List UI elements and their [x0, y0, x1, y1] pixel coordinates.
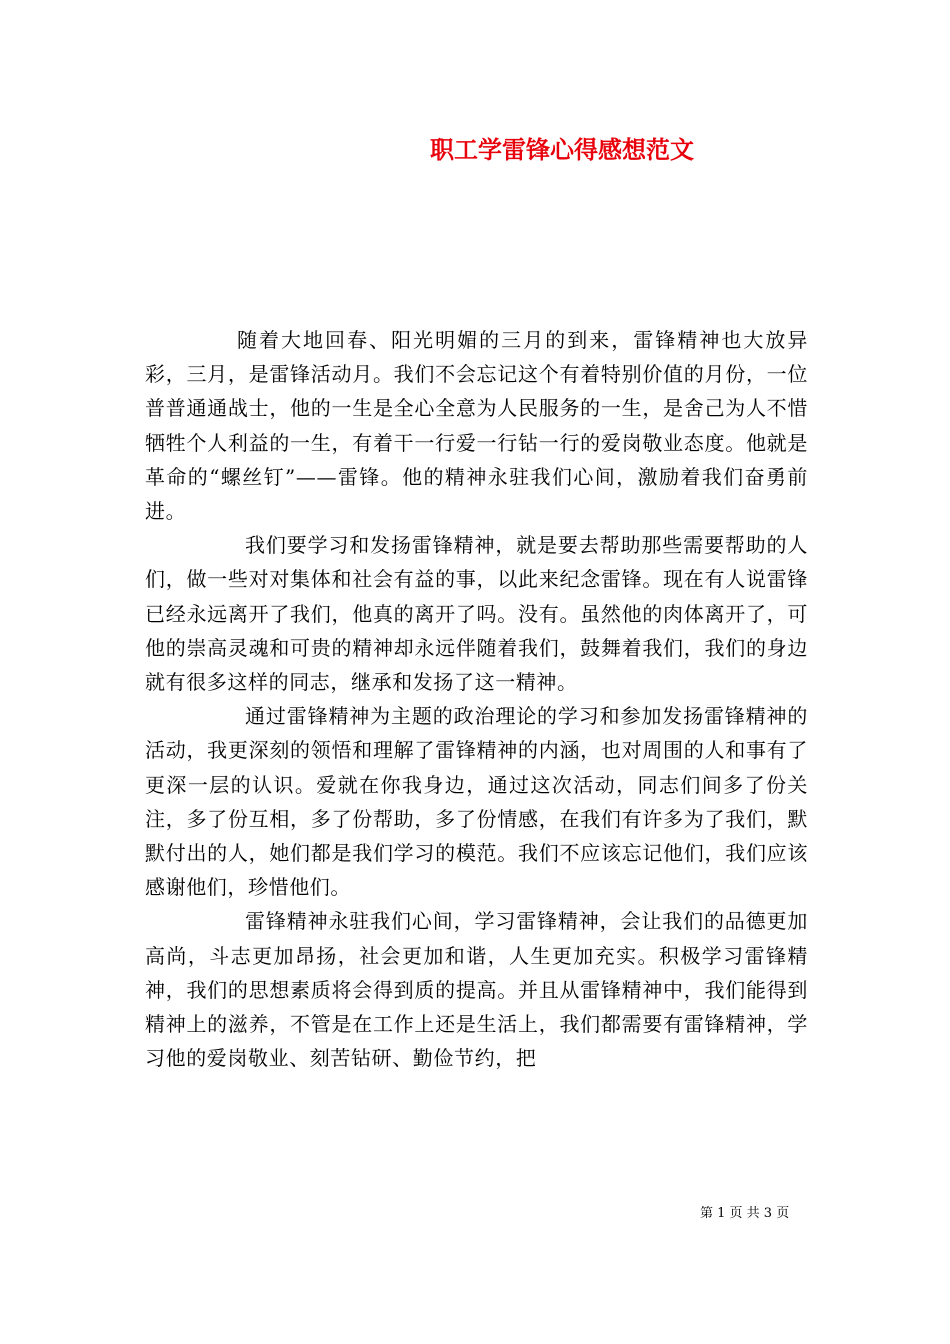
page-number: 第 1 页 共 3 页	[700, 1206, 790, 1221]
paragraph-3: 通过雷锋精神为主题的政治理论的学习和参加发扬雷锋精神的活动，我更深刻的领悟和理解了雷锋精神的内涵，也对周围的人和事有了更深一层的认识。爱就在你我身边，通过这次活动，同志们间多了份关注，多了份互相，多了份帮助，多了份情感，在我们有许多为了我们，默默付出的人，她们都是我们学习的模范。我们不应该忘记他们，我们应该感谢他们，珍惜他们。	[145, 704, 808, 900]
title-container	[430, 130, 750, 170]
document-body	[145, 323, 808, 1075]
paragraph-2: 我们要学习和发扬雷锋精神，就是要去帮助那些需要帮助的人们，做一些对对集体和社会有益的事，以此来纪念雷锋。现在有人说雷锋已经永远离开了我们，他真的离开了吗。没有。虽然他的肉体离开了，可他的崇高灵魂和可贵的精神却永远伴随着我们，鼓舞着我们，我们的身边就有很多这样的同志，继承和发扬了这一精神。	[145, 533, 808, 695]
paragraph-4: 雷锋精神永驻我们心间，学习雷锋精神，会让我们的品德更加高尚，斗志更加昂扬，社会更加和谐，人生更加充实。积极学习雷锋精神，我们的思想素质将会得到质的提高。并且从雷锋精神中，我们能得到精神上的滋养，不管是在工作上还是生活上，我们都需要有雷锋精神，学习他的爱岗敬业、刻苦钻研、勤俭节约，把	[145, 909, 808, 1071]
document-title: 职工学雷锋心得感想范文	[430, 135, 694, 164]
paragraph-1: 随着大地回春、阳光明媚的三月的到来，雷锋精神也大放异彩，三月，是雷锋活动月。我们不会忘记这个有着特别价值的月份，一位普普通通战士，他的一生是全心全意为人民服务的一生，是舍己为人不惜牺牲个人利益的一生，有着干一行爱一行钻一行的爱岗敬业态度。他就是革命的“螺丝钉”——雷锋。他的精神永驻我们心间，激励着我们奋勇前进。	[145, 328, 808, 524]
